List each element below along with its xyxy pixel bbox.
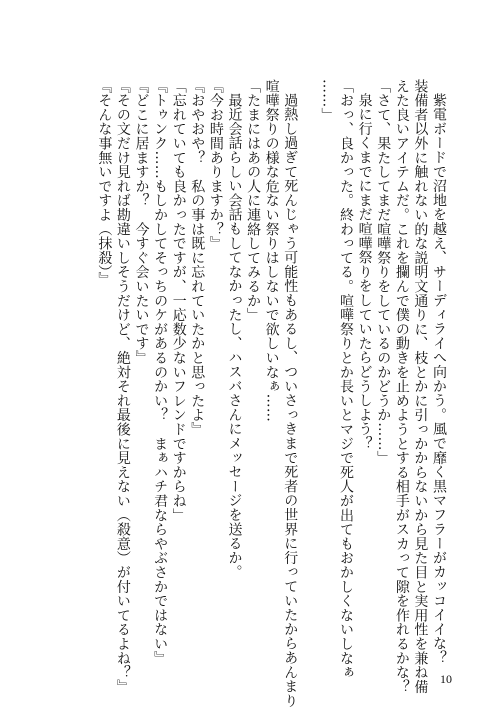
message-line: 『その文だけ見れば勘違いしそうだけど、絶対それ最後に見えない（殺意）が付いてるよね？』: [114, 79, 131, 694]
text-line: 過熱し過ぎて死んじゃう可能性もあるし、ついさっきまで死者の世界に行っていたからあんまり: [282, 93, 299, 708]
message-line: 『トゥンク……もしかしてそっちのケがあるのかい？ まぁハチ君ならやぶさかではない』: [152, 79, 169, 666]
message-line: 『おやおや？ 私の事は既に忘れていたかと思ったよ』: [189, 79, 206, 437]
message-line: 『今お時間ありますか？』: [207, 79, 224, 251]
text-line: 泉に行くまでにまだ喧嘩祭りをしていたらどうしよう？: [356, 93, 373, 451]
dialogue-line: 「おっ、良かった。終わってる。喧嘩祭りとか長いとマジで死人が出てもおかしくないしなぁ: [338, 79, 355, 680]
dialogue-line: ……」: [319, 79, 336, 122]
dialogue-line: 「さて、果たしてまだ喧嘩祭りをしているのかどうか……」: [375, 79, 392, 466]
page-number: 10: [440, 672, 452, 686]
message-line: 『どこに居ますか？ 今すぐ会いたいです』: [133, 79, 150, 365]
text-line: 最近会話らしい会話もしてなかったし、ハスバさんにメッセージを送るか。: [226, 93, 243, 580]
blank-line: [299, 79, 318, 649]
text-line: 紫電ボードで沼地を越え、サーディライへ向かう。風で靡く黒マフラーがカッコイイな？: [431, 93, 447, 665]
text-line: 喧嘩祭りの様な危ない祭りはしないで欲しいなぁ……: [263, 79, 280, 423]
text-line: えた良いアイテムだ。これを攔んで僕の動きを止めようとする相手がスカって隙を作れるかな？: [393, 79, 410, 694]
text-line: 装備者以外に触れない的な説明文通りに、枝とかに引っかからないから見た目と実用性を兼ね備: [412, 79, 429, 694]
dialogue-line: 「忘れていても良かったですが、一応数少ないフレンドですからね」: [170, 79, 187, 523]
dialogue-line: 「たまにはあの人に連絡してみるか」: [245, 79, 262, 323]
message-line: 『そんな事無いですよ（抹殺）』: [96, 79, 113, 287]
